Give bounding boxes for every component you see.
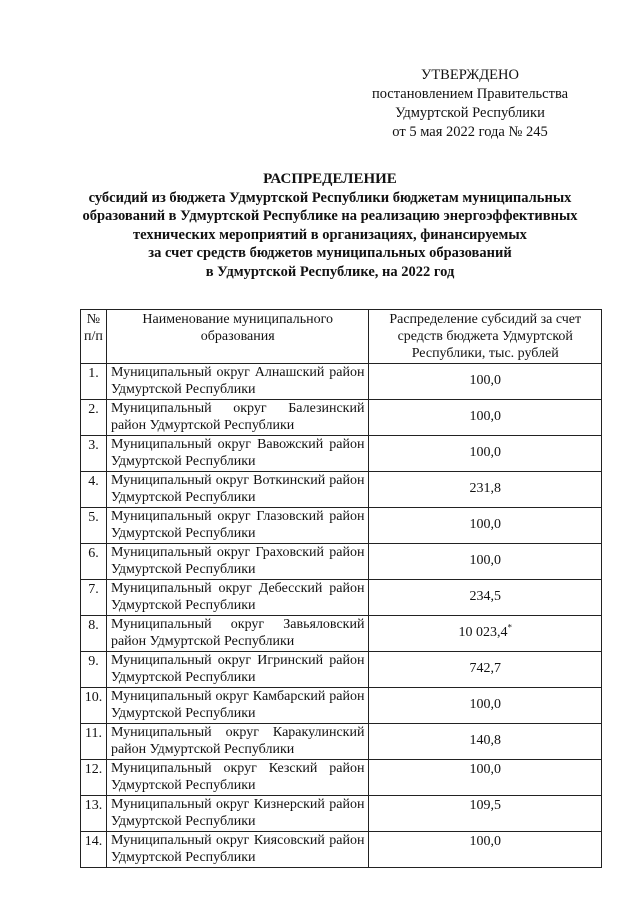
row-value: 10 023,4: [458, 625, 508, 641]
title-line: за счет средств бюджетов муниципальных образований: [148, 245, 512, 261]
row-num: 3.: [81, 436, 107, 472]
row-num: 5.: [81, 508, 107, 544]
title-line: субсидий из бюджета Удмуртской Республики бюджетам муниципальных: [88, 189, 572, 206]
header-num: № п/п: [81, 310, 107, 364]
header-name: Наименование муниципального образования: [106, 310, 369, 364]
table-row: [81, 472, 602, 508]
table-row: [81, 400, 602, 436]
row-num: 2.: [81, 400, 107, 436]
row-num: 11.: [81, 724, 107, 760]
row-num: 9.: [81, 652, 107, 688]
row-value: 109,5: [369, 796, 602, 832]
header-value: Распределение субсидий за счет средств бюджета Удмуртской Республики, тыс. рублей: [369, 310, 602, 364]
row-value: 234,5: [369, 580, 602, 616]
row-num: 14.: [81, 832, 107, 868]
row-value: 231,8: [369, 472, 602, 508]
row-value: 100,0: [369, 400, 602, 436]
table-header-row: [81, 310, 602, 364]
footnote-mark: *: [507, 622, 512, 633]
table-row: [81, 580, 602, 616]
row-name: Муниципальный округ Граховский район Удмуртской Республики: [106, 544, 369, 580]
approval-line: Удмуртской Республики: [395, 105, 545, 121]
table-row: [81, 616, 602, 652]
row-name: Муниципальный округ Камбарский район Удмуртской Республики: [106, 688, 369, 724]
title-heading: РАСПРЕДЕЛЕНИЕ: [263, 171, 397, 187]
row-num: 8.: [81, 616, 107, 652]
row-name: Муниципальный округ Балезинский район Удмуртской Республики: [106, 400, 369, 436]
row-num: 10.: [81, 688, 107, 724]
document-title: [60, 170, 600, 281]
title-line: в Удмуртской Республике, на 2022 год: [205, 263, 455, 280]
row-value: 100,0: [369, 364, 602, 400]
table-row: [81, 724, 602, 760]
approval-line: от 5 мая 2022 года № 245: [392, 124, 548, 140]
subsidy-table: [80, 309, 602, 868]
row-name: Муниципальный округ Воткинский район Удмуртской Республики: [106, 472, 369, 508]
table-row: [81, 364, 602, 400]
row-name: Муниципальный округ Алнашский район Удмуртской Республики: [106, 364, 369, 400]
table-row: [81, 436, 602, 472]
approval-line: УТВЕРЖДЕНО: [421, 67, 519, 83]
row-value: 100,0: [369, 508, 602, 544]
table-row: [81, 508, 602, 544]
row-name: Муниципальный округ Завьяловский район Удмуртской Республики: [106, 616, 369, 652]
table-row: [81, 544, 602, 580]
row-name: Муниципальный округ Глазовский район Удмуртской Республики: [106, 508, 369, 544]
table-row: [81, 832, 602, 868]
row-name: Муниципальный округ Каракулинский район Удмуртской Республики: [106, 724, 369, 760]
table-row: [81, 652, 602, 688]
title-line: технических мероприятий в организациях, финансируемых: [133, 226, 527, 243]
table-row: [81, 760, 602, 796]
row-name: Муниципальный округ Кезский район Удмуртской Республики: [106, 760, 369, 796]
row-num: 6.: [81, 544, 107, 580]
row-name: Муниципальный округ Киясовский район Удмуртской Республики: [106, 832, 369, 868]
row-value: 100,0: [369, 760, 602, 796]
row-name: Муниципальный округ Кизнерский район Удмуртской Республики: [106, 796, 369, 832]
title-line: образований в Удмуртской Республике на реализацию энергоэффективных: [82, 208, 578, 224]
table-row: [81, 688, 602, 724]
row-num: 13.: [81, 796, 107, 832]
row-num: 4.: [81, 472, 107, 508]
row-value: 140,8: [369, 724, 602, 760]
row-name: Муниципальный округ Вавожский район Удмуртской Республики: [106, 436, 369, 472]
row-num: 7.: [81, 580, 107, 616]
row-name: Муниципальный округ Игринский район Удмуртской Республики: [106, 652, 369, 688]
approval-line: постановлением Правительства: [371, 86, 569, 102]
row-num: 12.: [81, 760, 107, 796]
row-num: 1.: [81, 364, 107, 400]
row-name: Муниципальный округ Дебесский район Удмуртской Республики: [106, 580, 369, 616]
row-value: 100,0: [369, 688, 602, 724]
row-value: 100,0: [369, 832, 602, 868]
row-value: 100,0: [369, 544, 602, 580]
table-row: [81, 796, 602, 832]
row-value: 742,7: [369, 652, 602, 688]
approval-stamp: [340, 66, 600, 142]
row-value-cell: [369, 616, 602, 652]
row-value: 100,0: [369, 436, 602, 472]
